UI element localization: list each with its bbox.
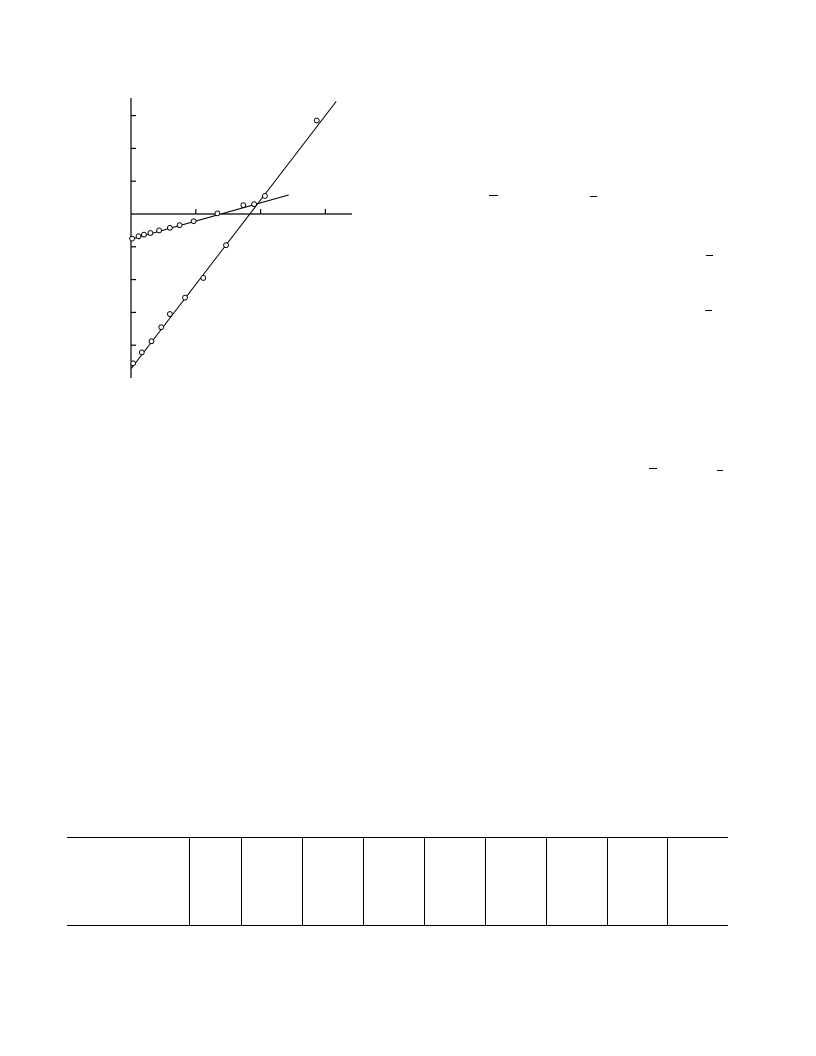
table-column-divider <box>302 837 303 926</box>
data-point-series-2 <box>139 350 144 355</box>
data-point-series-1 <box>215 211 220 216</box>
table-column-divider <box>607 837 608 926</box>
fit-line-1 <box>131 195 289 239</box>
overbar-mark <box>590 196 597 197</box>
table-column-divider <box>485 837 486 926</box>
data-point-series-2 <box>159 325 164 330</box>
overbar-mark <box>717 470 723 471</box>
table-column-divider <box>363 837 364 926</box>
overbar-mark <box>649 468 657 469</box>
table-column-divider <box>189 837 190 926</box>
data-point-series-2 <box>131 361 136 366</box>
data-point-series-2 <box>314 118 319 123</box>
table-column-divider <box>546 837 547 926</box>
overbar-mark <box>705 310 712 311</box>
data-point-series-1 <box>177 223 182 228</box>
data-point-series-1 <box>157 228 162 233</box>
data-point-series-2 <box>183 295 188 300</box>
overbar-mark <box>706 255 713 256</box>
data-point-series-2 <box>167 312 172 317</box>
data-point-series-1 <box>191 219 196 224</box>
table-column-divider <box>241 837 242 926</box>
data-point-series-2 <box>224 243 229 248</box>
data-point-series-2 <box>149 339 154 344</box>
table-column-divider <box>424 837 425 926</box>
data-point-series-1 <box>241 203 246 208</box>
table-top-rule <box>67 837 728 838</box>
data-point-series-1 <box>130 236 135 241</box>
data-points <box>130 118 319 366</box>
table-column-divider <box>667 837 668 926</box>
chart-axes <box>131 98 352 378</box>
data-point-series-1 <box>263 194 268 199</box>
data-point-series-1 <box>167 225 172 230</box>
data-point-series-2 <box>252 202 257 207</box>
data-point-series-2 <box>201 276 206 281</box>
data-point-series-1 <box>148 231 153 236</box>
data-point-series-1 <box>142 232 147 237</box>
data-point-series-1 <box>136 234 141 239</box>
overbar-mark <box>489 195 498 196</box>
data-table <box>67 837 728 926</box>
table-bottom-rule <box>67 925 728 926</box>
